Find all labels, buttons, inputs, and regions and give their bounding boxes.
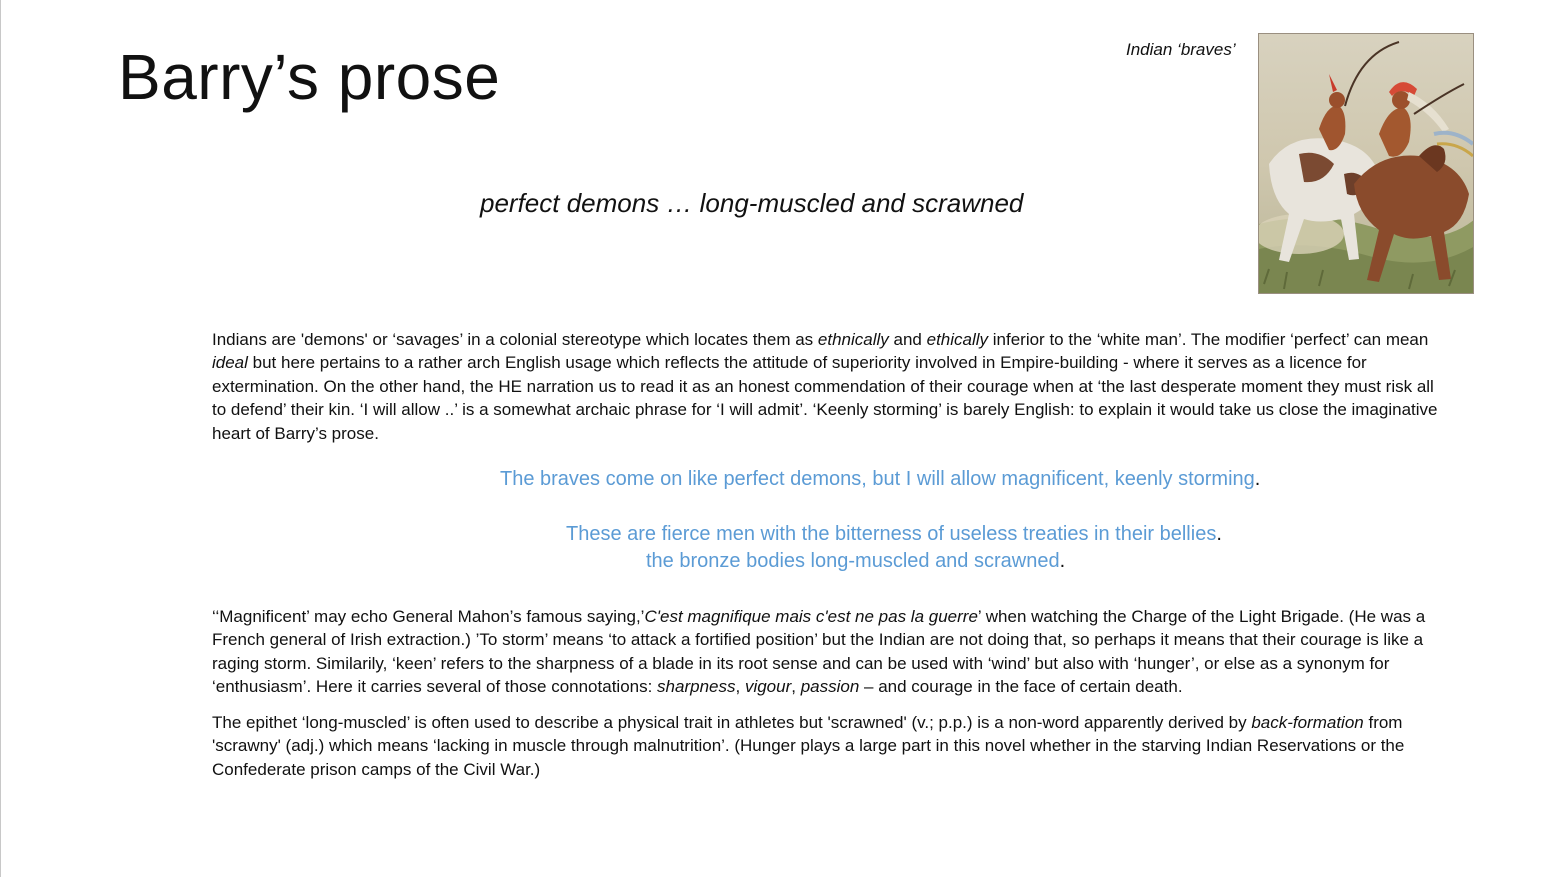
paragraph-3-text: The epithet ‘long-muscled’ is often used to describe a physical trait in athletes but 'scrawned' (v.; p.p.) is a non-word apparently derived by — [212, 713, 1252, 732]
slide-title: Barry’s prose — [118, 41, 501, 113]
quote-period: . — [1254, 468, 1261, 490]
analysis-paragraph-2 — [212, 605, 1448, 699]
paragraph-2-italic: sharpness — [657, 677, 736, 697]
analysis-paragraph-1 — [212, 328, 1448, 445]
braves-painting-illustration — [1259, 34, 1474, 294]
paragraph-2-text: – and courage in the face of certain death. — [859, 677, 1183, 697]
slide-left-edge — [0, 0, 1, 877]
paragraph-1-italic: ethically — [926, 330, 989, 349]
paragraph-2-text: , — [735, 677, 745, 697]
quote-period: . — [1059, 550, 1066, 572]
quote-text: The braves come on like perfect demons, but I will allow magnificent, keenly storming — [500, 468, 1255, 490]
paragraph-2-italic: vigour — [744, 677, 792, 697]
braves-painting-image — [1258, 33, 1474, 294]
image-caption: Indian ‘braves’ — [1126, 40, 1236, 59]
paragraph-1-text: but here pertains to a rather arch English usage which reflects the attitude of superiority involved in Empire-building - where it serves as a licence for extermination. On the other hand, the HE narration us to read it as an honest commendation of their courage when at ‘the last desperate moment they must risk all to defend’ their kin. ‘I will allow ..’ is a somewhat archaic phrase for ‘I will admit’. ‘Keenly storming’ is barely English: to explain it would take us close the imaginative heart of Barry’s prose. — [212, 353, 1438, 443]
quote-period: . — [1216, 523, 1222, 545]
paragraph-2-italic: passion — [800, 677, 860, 697]
paragraph-3-text: from 'scrawny' (adj.) which means ‘lacking in muscle through malnutrition’. (Hunger plays a large part in this novel whether in the starving Indian Reservations or the Confederate prison camps of the Civil War.) — [212, 713, 1405, 779]
slide-subtitle: perfect demons … long-muscled and scrawned — [480, 188, 1024, 218]
quote-line-1 — [500, 468, 1260, 491]
analysis-paragraph-3 — [212, 711, 1448, 781]
paragraph-3-italic: back-formation — [1251, 713, 1364, 732]
quote-line-2 — [566, 523, 1222, 546]
paragraph-2-text: ‘‘Magnificent’ may echo General Mahon’s famous saying,’ — [212, 607, 645, 626]
paragraph-2-italic: C'est magnifique mais c'est ne pas la guerre — [644, 607, 978, 626]
paragraph-1-text: Indians are 'demons' or ‘savages’ in a colonial stereotype which locates them as — [212, 330, 818, 349]
paragraph-1-text: inferior to the ‘white man’. The modifier ‘perfect’ can mean — [988, 330, 1429, 349]
paragraph-1-italic: ethnically — [817, 330, 889, 349]
quote-line-3 — [646, 550, 1065, 573]
paragraph-2-text: , — [791, 677, 801, 697]
paragraph-1-italic: ideal — [212, 353, 248, 373]
quote-text: the bronze bodies long-muscled and scrawned — [646, 550, 1060, 572]
paragraph-2-text: ’ when watching the Charge of the Light Brigade. (He was a French general of Irish extraction.) ’To storm’ means ‘to attack a fortified position’ but the Indian are not doing that, so perhaps it means that their courage is like a raging storm. Similarily, ‘keen’ refers to the sharpness of a blade in its root sense and can be used with ‘wind’ but also with ‘hunger’, or else as a synonym for ‘enthusiasm’. Here it carries several of those connotations: — [212, 607, 1426, 697]
paragraph-1-text: and — [888, 330, 927, 349]
quote-text: These are fierce men with the bitterness of useless treaties in their bellies — [566, 523, 1217, 545]
